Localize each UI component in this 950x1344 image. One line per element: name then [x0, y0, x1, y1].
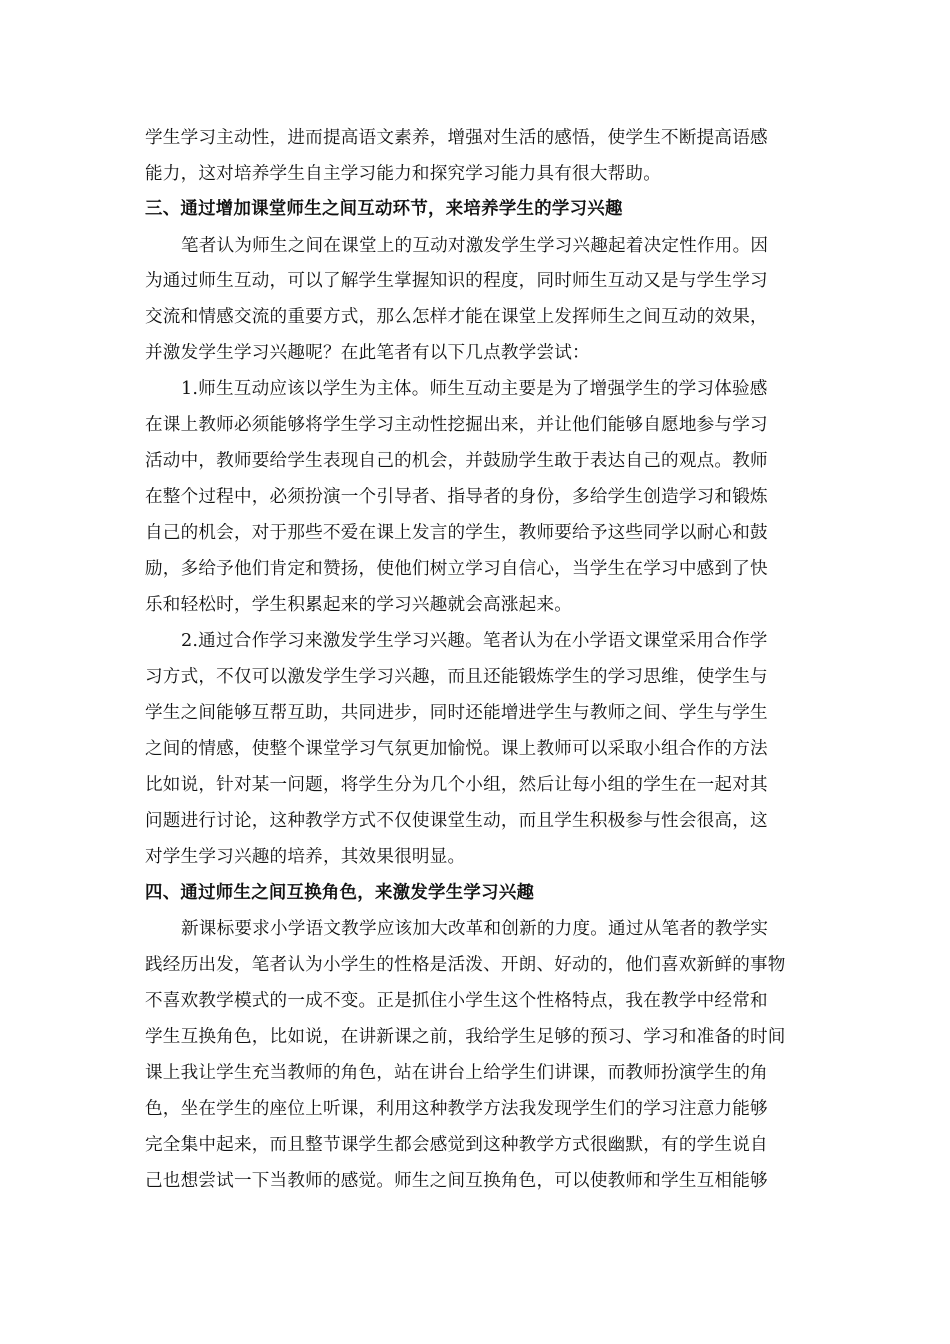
- text-line: 新课标要求小学语文教学应该加大改革和创新的力度。通过从笔者的教学实: [181, 919, 769, 939]
- text-line: 为通过师生互动，可以了解学生掌握知识的程度，同时师生互动又是与学生学习: [145, 271, 768, 291]
- text-line: 笔者认为师生之间在课堂上的互动对激发学生学习兴趣起着决定性作用。因: [181, 236, 769, 256]
- text-line: 在课上教师必须能够将学生学习主动性挖掘出来，并让他们能够自愿地参与学习: [145, 415, 768, 435]
- text-line: 问题进行讨论，这种教学方式不仅使课堂生动，而且学生积极参与性会很高，这: [145, 811, 768, 831]
- text-line: 课上我让学生充当教师的角色，站在讲台上给学生们讲课，而教师扮演学生的角: [145, 1063, 768, 1083]
- text-line: 励，多给予他们肯定和赞扬，使他们树立学习自信心，当学生在学习中感到了快: [145, 559, 768, 579]
- section-heading-4: 四、通过师生之间互换角色，来激发学生学习兴趣: [145, 883, 535, 903]
- text-line: 2.通过合作学习来激发学生学习兴趣。笔者认为在小学语文课堂采用合作学: [181, 631, 768, 651]
- text-line: 学生互换角色，比如说，在讲新课之前，我给学生足够的预习、学习和准备的时间: [145, 1027, 786, 1047]
- text-line: 在整个过程中，必须扮演一个引导者、指导者的身份，多给学生创造学习和锻炼: [145, 487, 768, 507]
- text-line: 不喜欢教学模式的一成不变。正是抓住小学生这个性格特点，我在教学中经常和: [145, 991, 768, 1011]
- text-line: 能力，这对培养学生自主学习能力和探究学习能力具有很大帮助。: [145, 164, 662, 184]
- text-line: 交流和情感交流的重要方式，那么怎样才能在课堂上发挥师生之间互动的效果，: [145, 307, 768, 327]
- text-line: 比如说，针对某一问题，将学生分为几个小组，然后让每小组的学生在一起对其: [145, 775, 768, 795]
- text-line: 色，坐在学生的座位上听课，利用这种教学方法我发现学生们的学习注意力能够: [145, 1099, 768, 1119]
- text-line: 学生学习主动性，进而提高语文素养，增强对生活的感悟，使学生不断提高语感: [145, 128, 768, 148]
- text-line: 对学生学习兴趣的培养，其效果很明显。: [145, 847, 466, 867]
- section-heading-3: 三、通过增加课堂师生之间互动环节，来培养学生的学习兴趣: [145, 199, 623, 219]
- text-line: 乐和轻松时，学生积累起来的学习兴趣就会高涨起来。: [145, 595, 573, 615]
- text-line: 自己的机会，对于那些不爱在课上发言的学生，教师要给予这些同学以耐心和鼓: [145, 523, 768, 543]
- text-line: 践经历出发，笔者认为小学生的性格是活泼、开朗、好动的，他们喜欢新鲜的事物: [145, 955, 786, 975]
- text-line: 并激发学生学习兴趣呢？在此笔者有以下几点教学尝试：: [145, 343, 590, 363]
- text-line: 己也想尝试一下当教师的感觉。师生之间互换角色，可以使教师和学生互相能够: [145, 1171, 768, 1191]
- text-line: 习方式，不仅可以激发学生学习兴趣，而且还能锻炼学生的学习思维，使学生与: [145, 667, 768, 687]
- text-line: 之间的情感，使整个课堂学习气氛更加愉悦。课上教师可以采取小组合作的方法: [145, 739, 768, 759]
- text-line: 活动中，教师要给学生表现自己的机会，并鼓励学生敢于表达自己的观点。教师: [145, 451, 768, 471]
- text-line: 完全集中起来，而且整节课学生都会感觉到这种教学方式很幽默，有的学生说自: [145, 1135, 768, 1155]
- text-line: 学生之间能够互帮互助，共同进步，同时还能增进学生与教师之间、学生与学生: [145, 703, 768, 723]
- text-line: 1.师生互动应该以学生为主体。师生互动主要是为了增强学生的学习体验感: [181, 379, 768, 399]
